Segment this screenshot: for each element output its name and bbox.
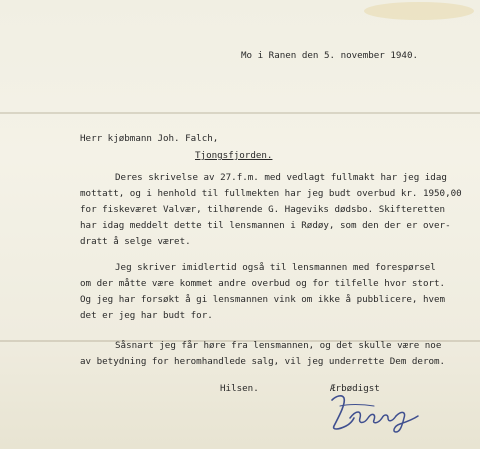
paragraph-2-line-4: det er jeg har budt for. bbox=[80, 310, 213, 321]
closing-greeting: Hilsen. bbox=[220, 383, 259, 394]
paragraph-2-line-1: Jeg skriver imidlertid også til lensmannen med forespørsel bbox=[115, 262, 436, 273]
recipient-place: Tjongsfjorden. bbox=[195, 150, 273, 161]
closing-respectfully: Ærbødigst bbox=[330, 383, 380, 394]
paragraph-1-line-4: har idag meddelt dette til lensmannen i Rødøy, som den der er over- bbox=[80, 220, 451, 231]
salutation: Herr kjøbmann Joh. Falch, bbox=[80, 133, 219, 144]
paragraph-1-line-2: mottatt, og i henhold til fullmekten har jeg budt overbud kr. 1950,00 bbox=[80, 188, 462, 199]
paper-fold-upper bbox=[0, 112, 480, 114]
paragraph-1-line-1: Deres skrivelse av 27.f.m. med vedlagt fullmakt har jeg idag bbox=[115, 172, 447, 183]
paragraph-3-line-1: Såsnart jeg får høre fra lensmannen, og det skulle være noe bbox=[115, 340, 442, 351]
handwritten-signature bbox=[322, 388, 422, 434]
paragraph-3-line-2: av betydning for heromhandlede salg, vil jeg underrette Dem derom. bbox=[80, 356, 446, 367]
paper-stain bbox=[364, 2, 474, 20]
paragraph-1-line-5: dratt å selge været. bbox=[80, 236, 191, 247]
paragraph-2-line-3: Og jeg har forsøkt å gi lensmannen vink om ikke å pubblicere, hvem bbox=[80, 294, 446, 305]
paragraph-2-line-2: om der måtte være kommet andre overbud og for tilfelle hvor stort. bbox=[80, 278, 446, 289]
paragraph-1-line-3: for fiskeværet Valvær, tilhørende G. Hageviks dødsbo. Skifteretten bbox=[80, 204, 446, 215]
dateline: Mo i Ranen den 5. november 1940. bbox=[241, 50, 419, 61]
